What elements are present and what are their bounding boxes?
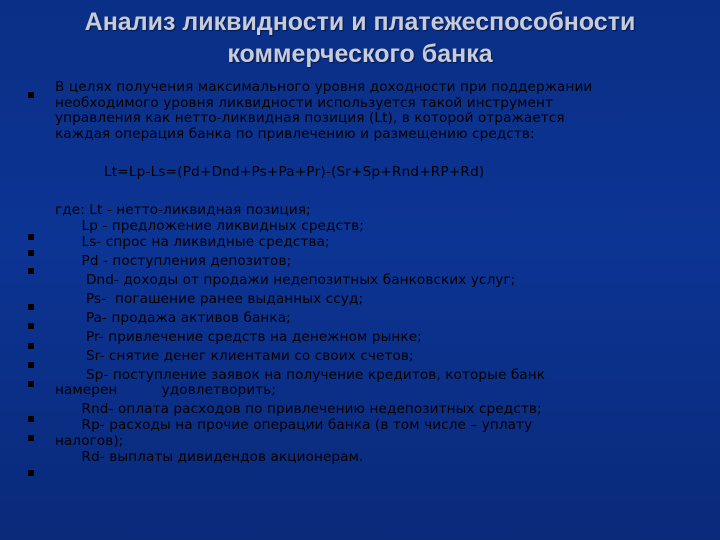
- intro-paragraph: [55, 80, 695, 142]
- definition-dnd: Dnd- доходы от продажи недепозитных банковских услуг;: [55, 271, 516, 288]
- bullet-icon: [28, 268, 34, 274]
- definition-sr: Sr- снятие денег клиентами со своих счетов;: [55, 347, 414, 364]
- definition-intro: где: Lt - нетто-ликвидная позиция;: [55, 202, 311, 218]
- intro-line-1: В целях получения максимального уровня доходности при поддержании: [55, 79, 593, 95]
- bullet-icon: [28, 381, 34, 387]
- definition-rp-line-1: Rp- расходы на прочие операции банка (в том числе – уплату: [55, 417, 533, 434]
- bullet-icon: [28, 416, 34, 422]
- bullet-icon: [28, 435, 34, 441]
- intro-line-3: управления как нетто-ликвидная позиция (Lt), в которой отражается: [55, 110, 565, 126]
- definition-rp-line-2: налогов);: [55, 432, 124, 449]
- bullet-icon: [28, 323, 34, 329]
- bullet-icon: [28, 470, 34, 476]
- bullet-icon: [28, 362, 34, 368]
- definition-rnd: Rnd- оплата расходов по привлечению недепозитных средств;: [55, 401, 542, 418]
- definition-sp-line-1: Sp- поступление заявок на получение кредитов, которые банк: [55, 366, 546, 383]
- slide-title-line-1: Анализ ликвидности и платежеспособности: [84, 8, 636, 36]
- definitions-list: [55, 203, 695, 469]
- definition-pa: Pa- продажа активов банка;: [55, 309, 291, 326]
- bullet-icon: [28, 250, 34, 256]
- definition-sp-line-2: намерен удовлетворить;: [55, 382, 277, 399]
- slide-title-line-2: коммерческого банка: [227, 40, 493, 68]
- formula: Lt=Lp-Ls=(Pd+Dnd+Ps+Pa+Pr)-(Sr+Sp+Rnd+RP+Rd): [104, 164, 485, 180]
- definition-rd: Rd- выплаты дивидендов акционерам.: [55, 448, 364, 465]
- intro-line-4: каждая операция банка по привлечению и размещению средств:: [55, 125, 535, 142]
- definition-pd: Pd - поступления депозитов;: [55, 252, 292, 269]
- definition-ps: Ps- погашение ранее выданных ссуд;: [55, 290, 364, 307]
- bullet-icon: [28, 92, 34, 98]
- bullet-icon: [28, 234, 34, 240]
- bullet-icon: [28, 343, 34, 349]
- bullet-icon: [28, 304, 34, 310]
- slide-title: [0, 6, 720, 70]
- intro-line-2: необходимого уровня ликвидности используется такой инструмент: [55, 94, 554, 111]
- definition-ls: Ls- спрос на ликвидные средства;: [55, 233, 330, 250]
- definition-lp: Lp - предложение ликвидных средств;: [55, 217, 364, 234]
- definition-pr: Pr- привлечение средств на денежном рынке;: [55, 328, 422, 345]
